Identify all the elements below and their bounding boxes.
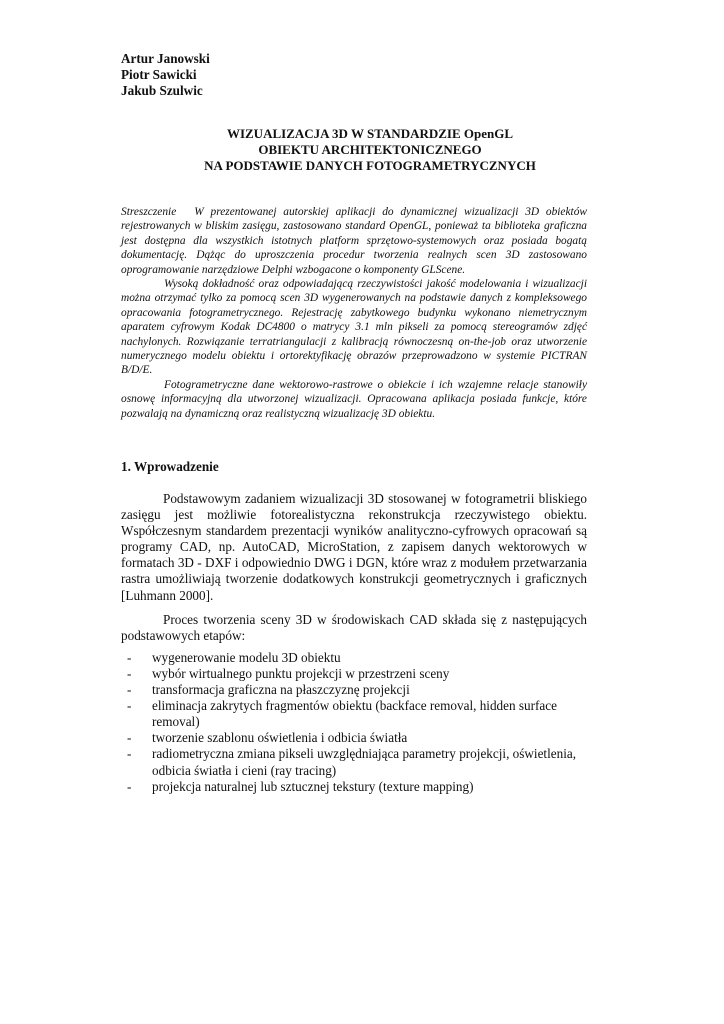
abstract-label: Streszczenie xyxy=(121,206,177,218)
list-item-text: transformacja graficzna na płaszczyznę projekcji xyxy=(152,682,410,698)
list-bullet: - xyxy=(127,730,132,746)
list-bullet: - xyxy=(127,649,132,665)
list-item xyxy=(121,698,587,730)
list-item xyxy=(121,650,587,666)
list-bullet: - xyxy=(127,682,132,698)
list-bullet: - xyxy=(127,698,132,714)
abstract-paragraph: Wysoką dokładność oraz odpowiadającą rzeczywistości jakość modelowania i wizualizacji można otrzymać tylko za pomocą scen 3D wygenerowanych na podstawie danych z kompleksowego opracowania fotogrametrycznego. Rejestrację zabytkowego budynku wykonano niemetrycznym aparatem cyfrowym Kodak DC4800 o matrycy 3.1 mln pikseli za pomocą stereogramów zdjęć nachylonych. Rozwiązanie terratriangulacji z kalibracją równoczesną on-the-job oraz utworzenie numerycznego modelu obiektu i ortorektyfikację obrazów przeprowadzono w systemie PICTRAN B/D/E. xyxy=(121,278,587,377)
author-list xyxy=(121,51,210,100)
title-line: WIZUALIZACJA 3D W STANDARDZIE OpenGL xyxy=(226,126,514,141)
list-bullet: - xyxy=(127,778,132,794)
list-bullet: - xyxy=(127,746,132,762)
section-heading: 1. Wprowadzenie xyxy=(121,459,219,474)
list-item-text: projekcja naturalnej lub sztucznej tekstury (texture mapping) xyxy=(152,778,474,794)
list-item-text: wybór wirtualnego punktu projekcji w przestrzeni sceny xyxy=(152,665,450,681)
list-bullet: - xyxy=(127,665,132,681)
list-item xyxy=(121,746,587,778)
author-name: Jakub Szulwic xyxy=(121,83,203,99)
title-line: NA PODSTAWIE DANYCH FOTOGRAMETRYCZNYCH xyxy=(204,158,536,173)
list-item xyxy=(121,779,587,795)
body-paragraph: Podstawowym zadaniem wizualizacji 3D stosowanej w fotogrametrii bliskiego zasięgu jest możliwie fotorealistyczna rekonstrukcja rzeczywistego obiektu. Współczesnym standardem prezentacji wyników analityczno-cyfrowych opracowań są programy CAD, np. AutoCAD, MicroStation, z zapisem danych wektorowych w formatach 3D - DXF i odpowiednio DWG i DGN, które wraz z modułem przetwarzania rastra umożliwiają tworzenie dodatkowych konstrukcji geometrycznych i graficznych [Luhmann 2000]. xyxy=(121,491,587,603)
author-name: Artur Janowski xyxy=(121,51,210,66)
list-item xyxy=(121,666,587,682)
title-line: OBIEKTU ARCHITEKTONICZNEGO xyxy=(258,142,482,157)
author-name: Piotr Sawicki xyxy=(121,67,197,83)
list-item-text: wygenerowanie modelu 3D obiektu xyxy=(152,649,341,665)
abstract xyxy=(121,205,587,421)
list-item-text: tworzenie szablonu oświetlenia i odbicia światła xyxy=(152,730,408,746)
section-body xyxy=(121,491,587,795)
list-item-text: radiometryczna zmiana pikseli uwzględniająca parametry projekcji, oświetlenia, odbicia światła i cieni (ray tracing) xyxy=(152,746,577,778)
paper-title xyxy=(100,126,640,174)
list-item xyxy=(121,730,587,746)
abstract-paragraph xyxy=(121,205,587,277)
list-item-text: eliminacja zakrytych fragmentów obiektu (backface removal, hidden surface removal) xyxy=(152,698,557,730)
process-steps-list xyxy=(121,650,587,795)
abstract-text: W prezentowanej autorskiej aplikacji do dynamicznej wizualizacji 3D obiektów rejestrowanych w bliskim zasięgu, zastosowano standard OpenGL, ponieważ ta biblioteka graficzna jest dostępna dla wszystkich istotnych platform sprzętowo-systemowych oraz posiada bogatą dokumentację. Dążąc do uproszczenia procedur tworzenia realnych scen 3D zastosowano oprogramowanie narzędziowe Delphi wzbogacone o komponenty GLScene. xyxy=(121,206,587,276)
list-item xyxy=(121,682,587,698)
abstract-paragraph: Fotogrametryczne dane wektorowo-rastrowe o obiekcie i ich wzajemne relacje stanowiły osnowę informacyjną dla utworzonej wizualizacji. Opracowana aplikacja posiada funkcje, które pozwalają na dynamiczną oraz realistyczną wizualizację 3D obiektu. xyxy=(121,378,587,420)
body-paragraph: Proces tworzenia sceny 3D w środowiskach CAD składa się z następujących podstawowych etapów: xyxy=(121,611,587,643)
